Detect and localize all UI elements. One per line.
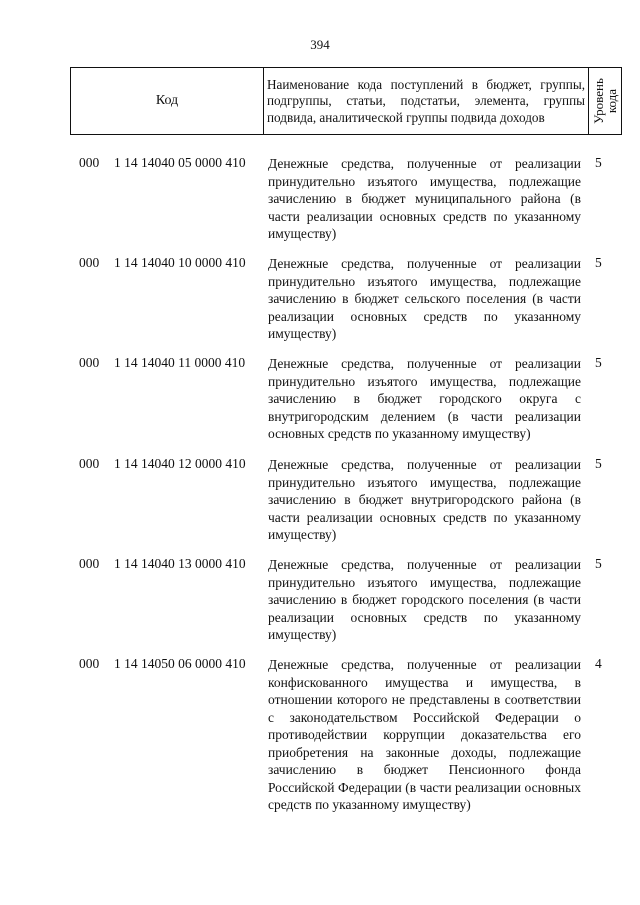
row-code: 1 14 14040 05 0000 410 xyxy=(114,155,246,170)
header-code: Код xyxy=(71,68,264,135)
row-level: 5 xyxy=(595,355,602,370)
row-prefix: 000 xyxy=(79,656,100,671)
row-code: 1 14 14040 13 0000 410 xyxy=(114,556,246,571)
row-prefix: 000 xyxy=(79,155,100,170)
header-level-cell xyxy=(589,68,622,135)
row-description: Денежные средства, полученные от реализации принудительно изъятого имущества, подлежащие зачислению в бюджет городского поселения (в части реализации основных средств по указанному имуществу) xyxy=(268,557,581,642)
row-code: 1 14 14050 06 0000 410 xyxy=(114,656,246,671)
row-prefix: 000 xyxy=(79,255,100,270)
row-level: 5 xyxy=(595,556,602,571)
row-prefix: 000 xyxy=(79,456,100,471)
row-description: Денежные средства, полученные от реализации принудительно изъятого имущества, подлежащие зачислению в бюджет городского округа с внутригородским делением (в части реализации основных средств по указанному имуществу) xyxy=(268,356,581,441)
row-level: 5 xyxy=(595,255,602,270)
row-description: Денежные средства, полученные от реализации принудительно изъятого имущества, подлежащие зачислению в бюджет сельского поселения (в части реализации основных средств по указанному имуществу) xyxy=(268,256,581,341)
header-level: Уровень кода xyxy=(591,78,619,124)
row-prefix: 000 xyxy=(79,355,100,370)
row-description: Денежные средства, полученные от реализации принудительно изъятого имущества, подлежащие зачислению в бюджет муниципального района (в части реализации основных средств по указанному имуществу) xyxy=(268,156,581,241)
page-number: 394 xyxy=(310,37,330,52)
row-level: 5 xyxy=(595,155,602,170)
table-header xyxy=(70,67,622,135)
row-code: 1 14 14040 10 0000 410 xyxy=(114,255,246,270)
row-description: Денежные средства, полученные от реализации принудительно изъятого имущества, подлежащие зачислению в бюджет внутригородского района (в части реализации основных средств по указанному имуществу) xyxy=(268,457,581,542)
row-code: 1 14 14040 11 0000 410 xyxy=(114,355,246,370)
header-name: Наименование кода поступлений в бюджет, группы, подгруппы, статьи, подстатьи, элемента, группы подвида, аналитической группы подвида доходов xyxy=(264,68,589,135)
row-code: 1 14 14040 12 0000 410 xyxy=(114,456,246,471)
row-description: Денежные средства, полученные от реализации конфискованного имущества и имущества, в отношении которого не представлены в соответствии с законодательством Российской Федерации о противодействии коррупции доказательства его приобретения на законные доходы, подлежащие зачислению в бюджет Пенсионного фонда Российской Федерации (в части реализации основных средств по указанному имуществу) xyxy=(268,657,581,812)
row-level: 4 xyxy=(595,656,602,671)
row-prefix: 000 xyxy=(79,556,100,571)
row-level: 5 xyxy=(595,456,602,471)
